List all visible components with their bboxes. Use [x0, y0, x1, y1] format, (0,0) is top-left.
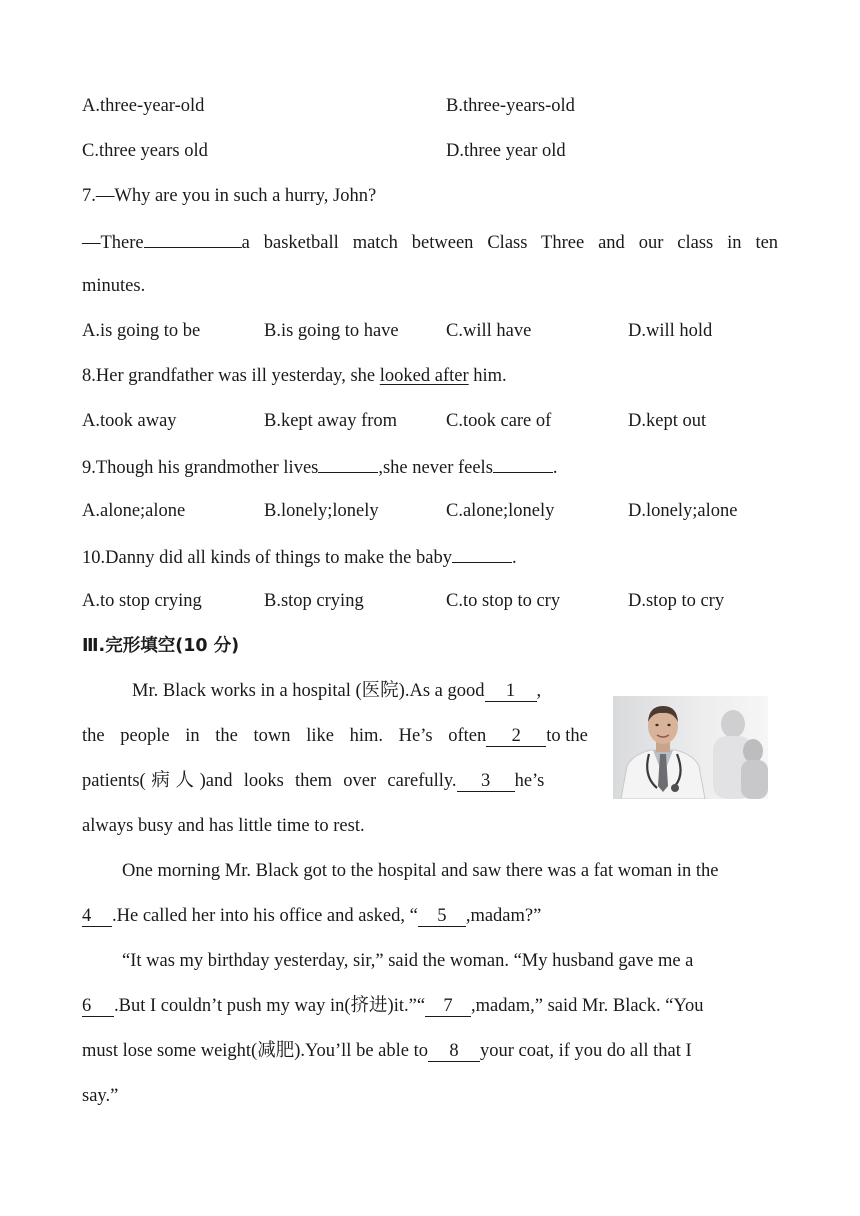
blank-1: 1: [485, 681, 537, 702]
passage-text: must lose some weight(减肥).You’ll be able to: [82, 1041, 428, 1061]
blank-3: 3: [457, 771, 515, 792]
q8-text-before: 8.Her grandfather was ill yesterday, she: [82, 366, 380, 386]
q7-word: in: [727, 233, 742, 253]
passage-word: He’s: [398, 726, 433, 746]
passage-word: people: [120, 726, 170, 746]
q8-underlined-phrase: looked after: [379, 366, 469, 386]
q6-option-a: A.three-year-old: [82, 96, 205, 116]
q7-option-d: D.will hold: [628, 321, 713, 341]
passage-text: .But I couldn’t push my way in(挤进)it.”“: [114, 996, 426, 1016]
q7-line-2: [82, 230, 778, 254]
q9-option-c: C.alone;lonely: [446, 501, 555, 521]
q7-word: class: [677, 233, 714, 253]
passage-text: ,madam?”: [465, 906, 542, 926]
q7-word: basketball: [263, 233, 339, 253]
passage-word-group: [448, 725, 588, 747]
q7-option-a: A.is going to be: [82, 321, 201, 341]
passage-p1-line3: [82, 770, 588, 792]
q10-option-c: C.to stop to cry: [446, 591, 561, 611]
q7-word: a: [241, 233, 250, 253]
passage-text: patients( 病 人 )and looks them over carefully.: [82, 771, 457, 791]
passage-word: like: [306, 726, 334, 746]
q8-option-d: D.kept out: [628, 411, 707, 431]
passage-p3-line2: [82, 995, 703, 1017]
q9-option-a: A.alone;alone: [82, 501, 186, 521]
q7-question: 7.—Why are you in such a hurry, John?: [82, 186, 377, 206]
q9-text-2: ,she never feels: [378, 458, 493, 478]
passage-p3-line1: “It was my birthday yesterday, sir,” said the woman. “My husband gave me a: [122, 951, 694, 971]
blank-5: 5: [418, 906, 466, 927]
passage-p1-line1: [132, 680, 541, 702]
q9-text-1: 9.Though his grandmother lives: [82, 458, 319, 478]
passage-p3-line3: [82, 1040, 692, 1062]
q7-word: and: [598, 233, 625, 253]
passage-word: often: [448, 726, 487, 746]
q7-blank: [144, 230, 242, 248]
q9-text-3: .: [552, 458, 558, 478]
doctor-photo-illustration: [613, 696, 768, 799]
q7-word: Three: [541, 233, 585, 253]
blank-4: 4: [82, 906, 112, 927]
passage-text: he’s: [514, 771, 545, 791]
passage-text: to the: [546, 726, 588, 746]
q10-text-1: 10.Danny did all kinds of things to make the baby: [82, 548, 452, 568]
q7-there: —There: [82, 233, 144, 253]
passage-text: Mr. Black works in a hospital (医院).As a good: [132, 681, 485, 701]
passage-word: town: [253, 726, 291, 746]
q7-option-b: B.is going to have: [264, 321, 399, 341]
doctor-photo: [613, 696, 768, 799]
passage-word: in: [185, 726, 200, 746]
q7-line-3: minutes.: [82, 276, 146, 296]
passage-p2-line2: [82, 905, 541, 927]
q6-option-b: B.three-years-old: [446, 96, 575, 116]
q7-word: between: [411, 233, 474, 253]
q10-text-2: .: [511, 548, 517, 568]
q6-option-d: D.three year old: [446, 141, 566, 161]
q10-question: [82, 545, 517, 569]
q9-option-b: B.lonely;lonely: [264, 501, 379, 521]
passage-text: ,: [536, 681, 542, 701]
q7-option-c: C.will have: [446, 321, 532, 341]
q8-option-c: C.took care of: [446, 411, 552, 431]
q9-blank-2: [493, 455, 553, 473]
passage-text: .He called her into his office and asked, “: [112, 906, 418, 926]
q10-blank: [452, 545, 512, 563]
blank-6: 6: [82, 996, 114, 1017]
q7-word: Class: [487, 233, 528, 253]
q9-option-d: D.lonely;alone: [628, 501, 738, 521]
q7-word: our: [638, 233, 664, 253]
q9-blank-1: [318, 455, 378, 473]
passage-p3-line4: say.”: [82, 1086, 119, 1106]
blank-2: 2: [486, 726, 546, 747]
passage-word: the: [82, 726, 105, 746]
blank-7: 7: [425, 996, 471, 1017]
q10-option-b: B.stop crying: [264, 591, 364, 611]
q8-text-after: him.: [468, 366, 507, 386]
passage-word: the: [215, 726, 238, 746]
q8-question: [82, 365, 507, 387]
q6-option-c: C.three years old: [82, 141, 208, 161]
q7-word: ten: [755, 233, 779, 253]
passage-p2-line1: One morning Mr. Black got to the hospital and saw there was a fat woman in the: [122, 861, 719, 881]
passage-word: him.: [349, 726, 384, 746]
q9-question: [82, 455, 558, 479]
section-heading: Ⅲ.完形填空(10 分): [82, 636, 240, 656]
q10-option-a: A.to stop crying: [82, 591, 202, 611]
passage-text: ,madam,” said Mr. Black. “You: [471, 996, 704, 1016]
passage-text: your coat, if you do all that I: [480, 1041, 692, 1061]
q8-option-b: B.kept away from: [264, 411, 398, 431]
q10-option-d: D.stop to cry: [628, 591, 725, 611]
passage-p1-line4: always busy and has little time to rest.: [82, 816, 365, 836]
q7-word: match: [352, 233, 398, 253]
blank-8: 8: [428, 1041, 480, 1062]
passage-p1-line2: [82, 725, 588, 747]
q8-option-a: A.took away: [82, 411, 177, 431]
